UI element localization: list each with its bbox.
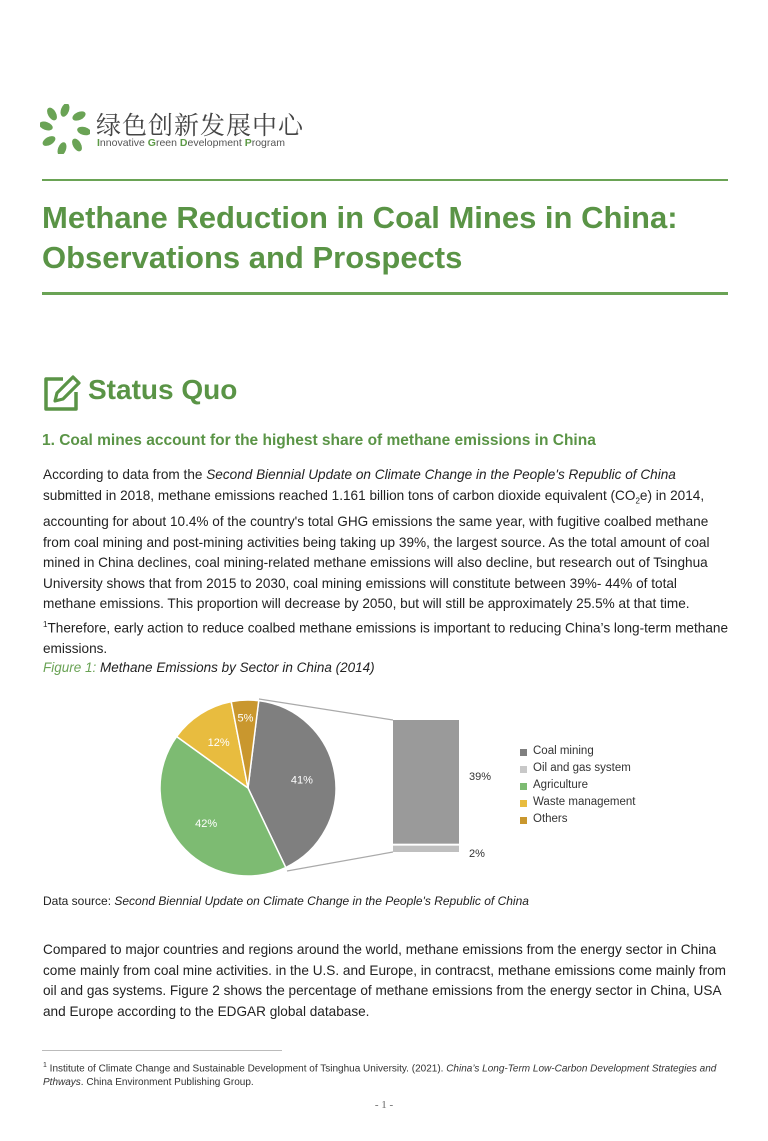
logo-chinese-name: 绿色创新发展中心 — [96, 111, 305, 140]
pie-label-agriculture: 42% — [195, 817, 218, 830]
footnote: $^1$ Institute of Climate Change and Sustainable Development of Tsinghua University. (2021). China’s Long-Term Low-Carbon Development Strategies and Pthways. China Environment Publishing Group. — [43, 1062, 717, 1089]
section-title: Status Quo — [88, 374, 238, 405]
figure-caption: Figure 1: Methane Emissions by Sector in China (2014) — [43, 660, 375, 675]
bar-label-coal-mining: 39% — [469, 770, 492, 783]
footnote-rule — [42, 1050, 282, 1051]
leaf-ring-icon — [40, 104, 90, 154]
bar-label-oil-and-gas-system: 2% — [469, 848, 485, 860]
subheading: 1. Coal mines account for the highest share of methane emissions in China — [42, 432, 596, 449]
legend-swatch — [520, 749, 527, 756]
paragraph-1: According to data from the Second Biennial Update on Climate Change in the People's Republic of China submitted in 2018, methane emissions reached 1.161 billion tons of carbon dioxide equivalent $(CO_2e)$ in 2014, accounting for about 10.4% of the country's total GHG emissions the same year, with fugitive coalbed methane from coal mining and post-mining activities being taking up 39%, the largest source. As the total amount of coal mined in China declines, coal mining-related methane emissions will also decline, but research out of Tsinghua University shows that from 2015 to 2030, coal mining emissions will constitute between 39%- 44% of total methane emissions. This proportion will decrease by 2050, but will still be approximately 25.5% at that time. $^1$Therefore, early action to reduce coalbed methane emissions is important to reducing China’s long-term methane emissions. — [43, 467, 729, 656]
logo — [40, 104, 305, 156]
title-rule — [42, 292, 728, 295]
logo-english-name: Innovative Green Development Program — [97, 137, 285, 149]
legend-label: Oil and gas system — [533, 762, 631, 774]
pie-label-others: 5% — [237, 712, 254, 725]
page-number: - 1 - — [374, 1099, 394, 1111]
bar-segment-coal-mining — [393, 720, 459, 844]
page-title: Methane Reduction in Coal Mines in China: Observations and Prospects — [42, 200, 678, 275]
bar-segment-oil-and-gas-system — [393, 846, 459, 852]
report-title: Second Biennial Update on Climate Change in the People's Republic of China — [206, 467, 676, 482]
pie-label-coal-mining: 41% — [290, 774, 313, 787]
legend-swatch — [520, 783, 527, 790]
top-rule — [42, 179, 728, 181]
footnote-ref[interactable]: 1 — [43, 619, 48, 629]
legend-swatch — [520, 800, 527, 807]
paragraph-2: Compared to major countries and regions around the world, methane emissions from the energy sector in China come mainly from coal mine activities. in the U.S. and Europe, in contracst, methane emissions come mainly from oil and gas systems. Figure 2 shows the percentage of methane emissions from the energy sector in China, USA and Europe according to the EDGAR global database. — [43, 942, 726, 1019]
edit-icon — [41, 374, 81, 414]
legend-label: Agriculture — [533, 779, 588, 791]
legend-swatch — [520, 766, 527, 773]
legend-label: Coal mining — [533, 745, 594, 757]
pie-of-bar-chart — [160, 690, 510, 885]
pie-label-waste-management: 12% — [207, 737, 230, 749]
legend-label: Waste management — [533, 796, 636, 808]
legend-label: Others — [533, 813, 568, 825]
data-source: Data source: Second Biennial Update on Climate Change in the People's Republic of China — [43, 894, 529, 908]
legend-swatch — [520, 817, 527, 824]
